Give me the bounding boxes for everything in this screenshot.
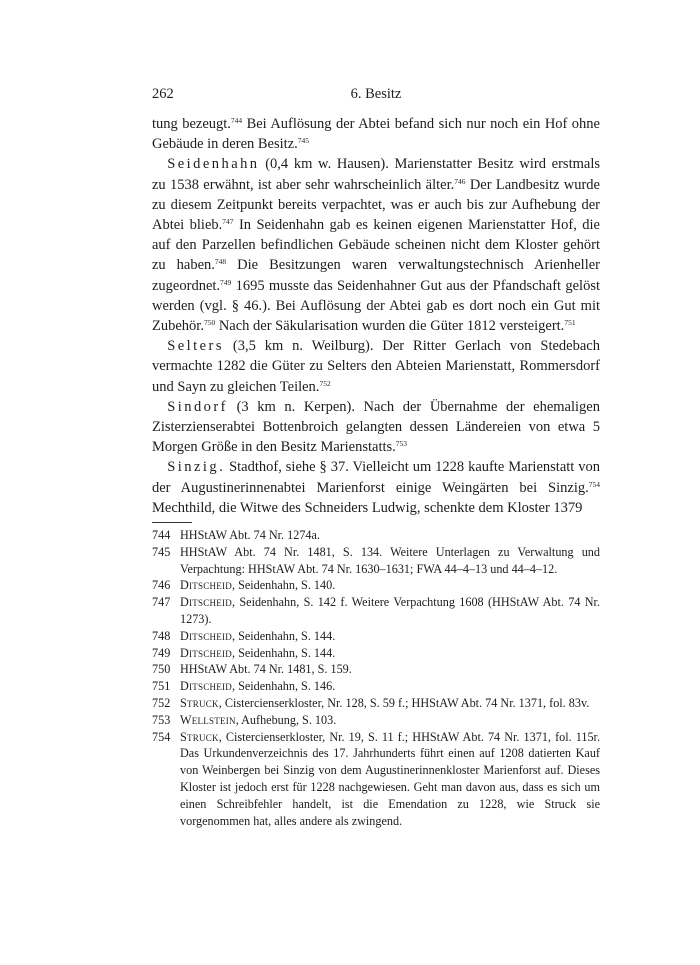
paragraph-continuation: tung bezeugt.$^{744}$ Bei Auflösung der Abtei befand sich nur noch ein Hof ohne Gebäude in deren Besitz.$^{745}$ (152, 116, 600, 153)
place-name: Selters (167, 338, 224, 355)
footnote-ref: 748 (214, 257, 227, 267)
place-name: Sinzig. (167, 459, 226, 476)
running-head (152, 86, 600, 108)
footnote (152, 645, 600, 662)
footnote-number: 752 (152, 695, 171, 710)
footnote-ref: 750 (203, 318, 216, 328)
author-name: Ditscheid (180, 595, 232, 610)
footnote-text: Ditscheid, Seidenhahn, S. 144. (180, 645, 336, 660)
footnote-number: 753 (152, 712, 171, 727)
footnote-ref: 747 (222, 217, 234, 227)
paragraph-seidenhahn: Seidenhahn (0,4 km w. Hausen). Marienstatter Besitz wird erstmals zu 1538 erwähnt, ist aber sehr wahrscheinlich älter.$^{746}$ Der Landbesitz wurde zu diesem Zeitpunkt bereits verpachtet, was er auch bis zur Aufhebung der Abtei blieb.$^{747}$ In Seidenhahn gab es keinen eigenen Marienstatter Hof, die auf den Parzellen befindlichen Gebäude scheinen nicht dem Kloster gehört zu haben.$^{748}$ Die Besitzungen waren verwaltungstechnisch Arienheller zugeordnet.$^{749}$ 1695 musste das Seidenhahner Gut aus der Pfandschaft gelöst werden (vgl. § 46.). Bei Auflösung der Abtei gab es dort noch ein Gut mit Zubehör.$^{750}$ Nach der Säkularisation wurden die Güter 1812 versteigert.$^{751}$ (152, 156, 600, 335)
place-name: Sindorf (167, 398, 228, 415)
footnote (152, 729, 600, 830)
footnote-ref: 754 (588, 479, 600, 489)
author-name: Ditscheid (180, 679, 232, 694)
footnote-number: 746 (152, 578, 171, 593)
footnote (152, 695, 600, 712)
footnote-number: 749 (152, 645, 171, 660)
footnote-number: 744 (152, 528, 171, 542)
footnote-text: HHStAW Abt. 74 Nr. 1481, S. 134. Weitere Unterlagen zu Verwaltung und Verpachtung: HHStAW Abt. 74 Nr. 1630–1631; FWA 44–4–13 und 44–4–12. (180, 544, 600, 576)
author-name: Struck (180, 729, 219, 744)
author-name: Ditscheid (180, 645, 232, 660)
footnote-number: 751 (152, 679, 171, 694)
footnote-text: Struck, Cistercienserkloster, Nr. 19, S. 11 f.; HHStAW Abt. 74 Nr. 1371, fol. 115r. Das Urkundenverzeichnis des 17. Jahrhunderts führt einen auf 1208 datierten Kauf von Weinbergen bei Sinzig von dem Augustinerinnenkloster Marienforst auf. Dieses Kloster ist jedoch erst für 1228 nachgewiesen. Geht man davon aus, dass es sich um einen Schreibfehler handelt, ist die Emendation zu 1228, wie Struck sie vorgenommen hat, alles andere als zwingend. (180, 729, 600, 828)
author-name: Ditscheid (180, 578, 232, 593)
footnote-text: Struck, Cistercienserkloster, Nr. 128, S. 59 f.; HHStAW Abt. 74 Nr. 1371, fol. 83v. (180, 695, 590, 710)
author-name: Struck (180, 695, 219, 710)
footnote-separator (152, 522, 192, 523)
footnote-number: 747 (152, 595, 171, 610)
footnote-ref: 753 (395, 439, 408, 449)
footnote-number: 748 (152, 628, 171, 643)
footnote-text: HHStAW Abt. 74 Nr. 1481, S. 159. (180, 662, 352, 677)
footnote-text: Wellstein, Aufhebung, S. 103. (180, 712, 337, 727)
page-number: 262 (152, 86, 174, 102)
footnote-ref: 749 (220, 277, 232, 287)
footnote (152, 594, 600, 628)
footnote-ref: 744 (230, 116, 243, 125)
place-name: Seidenhahn (167, 156, 260, 173)
footnote (152, 678, 600, 695)
footnote-number: 750 (152, 662, 171, 677)
paragraph-sindorf: Sindorf (3 km n. Kerpen). Nach der Übernahme der ehemaligen Zisterzienserabtei Bottenbroich gelangten dessen Ländereien von etwa 5 Morgen Größe in den Besitz Marienstatts.$^{753}$ (152, 398, 600, 456)
footnote-ref: 746 (454, 176, 466, 186)
footnote-text: Ditscheid, Seidenhahn, S. 142 f. Weitere Verpachtung 1608 (HHStAW Abt. 74 Nr. 1273). (180, 595, 600, 626)
footnotes (152, 527, 600, 829)
chapter-title: 6. Besitz (350, 86, 402, 102)
footnote-ref: 745 (297, 136, 310, 146)
footnote-text: HHStAW Abt. 74 Nr. 1274a. (180, 528, 320, 542)
footnote (152, 628, 600, 645)
footnote-text: Ditscheid, Seidenhahn, S. 146. (180, 679, 336, 694)
footnote-ref: 752 (319, 378, 331, 388)
footnote-ref: 751 (564, 318, 576, 328)
main-text (152, 114, 600, 518)
author-name: Ditscheid (180, 628, 232, 643)
paragraph-selters: Selters (3,5 km n. Weilburg). Der Ritter Gerlach von Stedebach vermachte 1282 die Güter zu Selters den Abteien Marienstatt, Rommersdorf und Sayn zu gleichen Teilen.$^{752}$ (152, 338, 600, 395)
footnote (152, 544, 600, 578)
paragraph-sinzig: Sinzig. Stadthof, siehe § 37. Vielleicht um 1228 kaufte Marienstatt von der Augustinerinnenabtei Marienforst einige Weingärten bei Sinzig.$^{754}$ Mechthild, die Witwe des Schneiders Ludwig, schenkte dem Kloster 1379 (152, 459, 600, 516)
footnote (152, 527, 600, 544)
footnote-number: 754 (152, 729, 171, 744)
footnote-text: Ditscheid, Seidenhahn, S. 144. (180, 628, 336, 643)
footnote-number: 745 (152, 544, 171, 559)
footnote (152, 661, 600, 678)
author-name: Wellstein (180, 712, 236, 727)
footnote-text: Ditscheid, Seidenhahn, S. 140. (180, 578, 336, 593)
footnote (152, 577, 600, 594)
footnote (152, 712, 600, 729)
